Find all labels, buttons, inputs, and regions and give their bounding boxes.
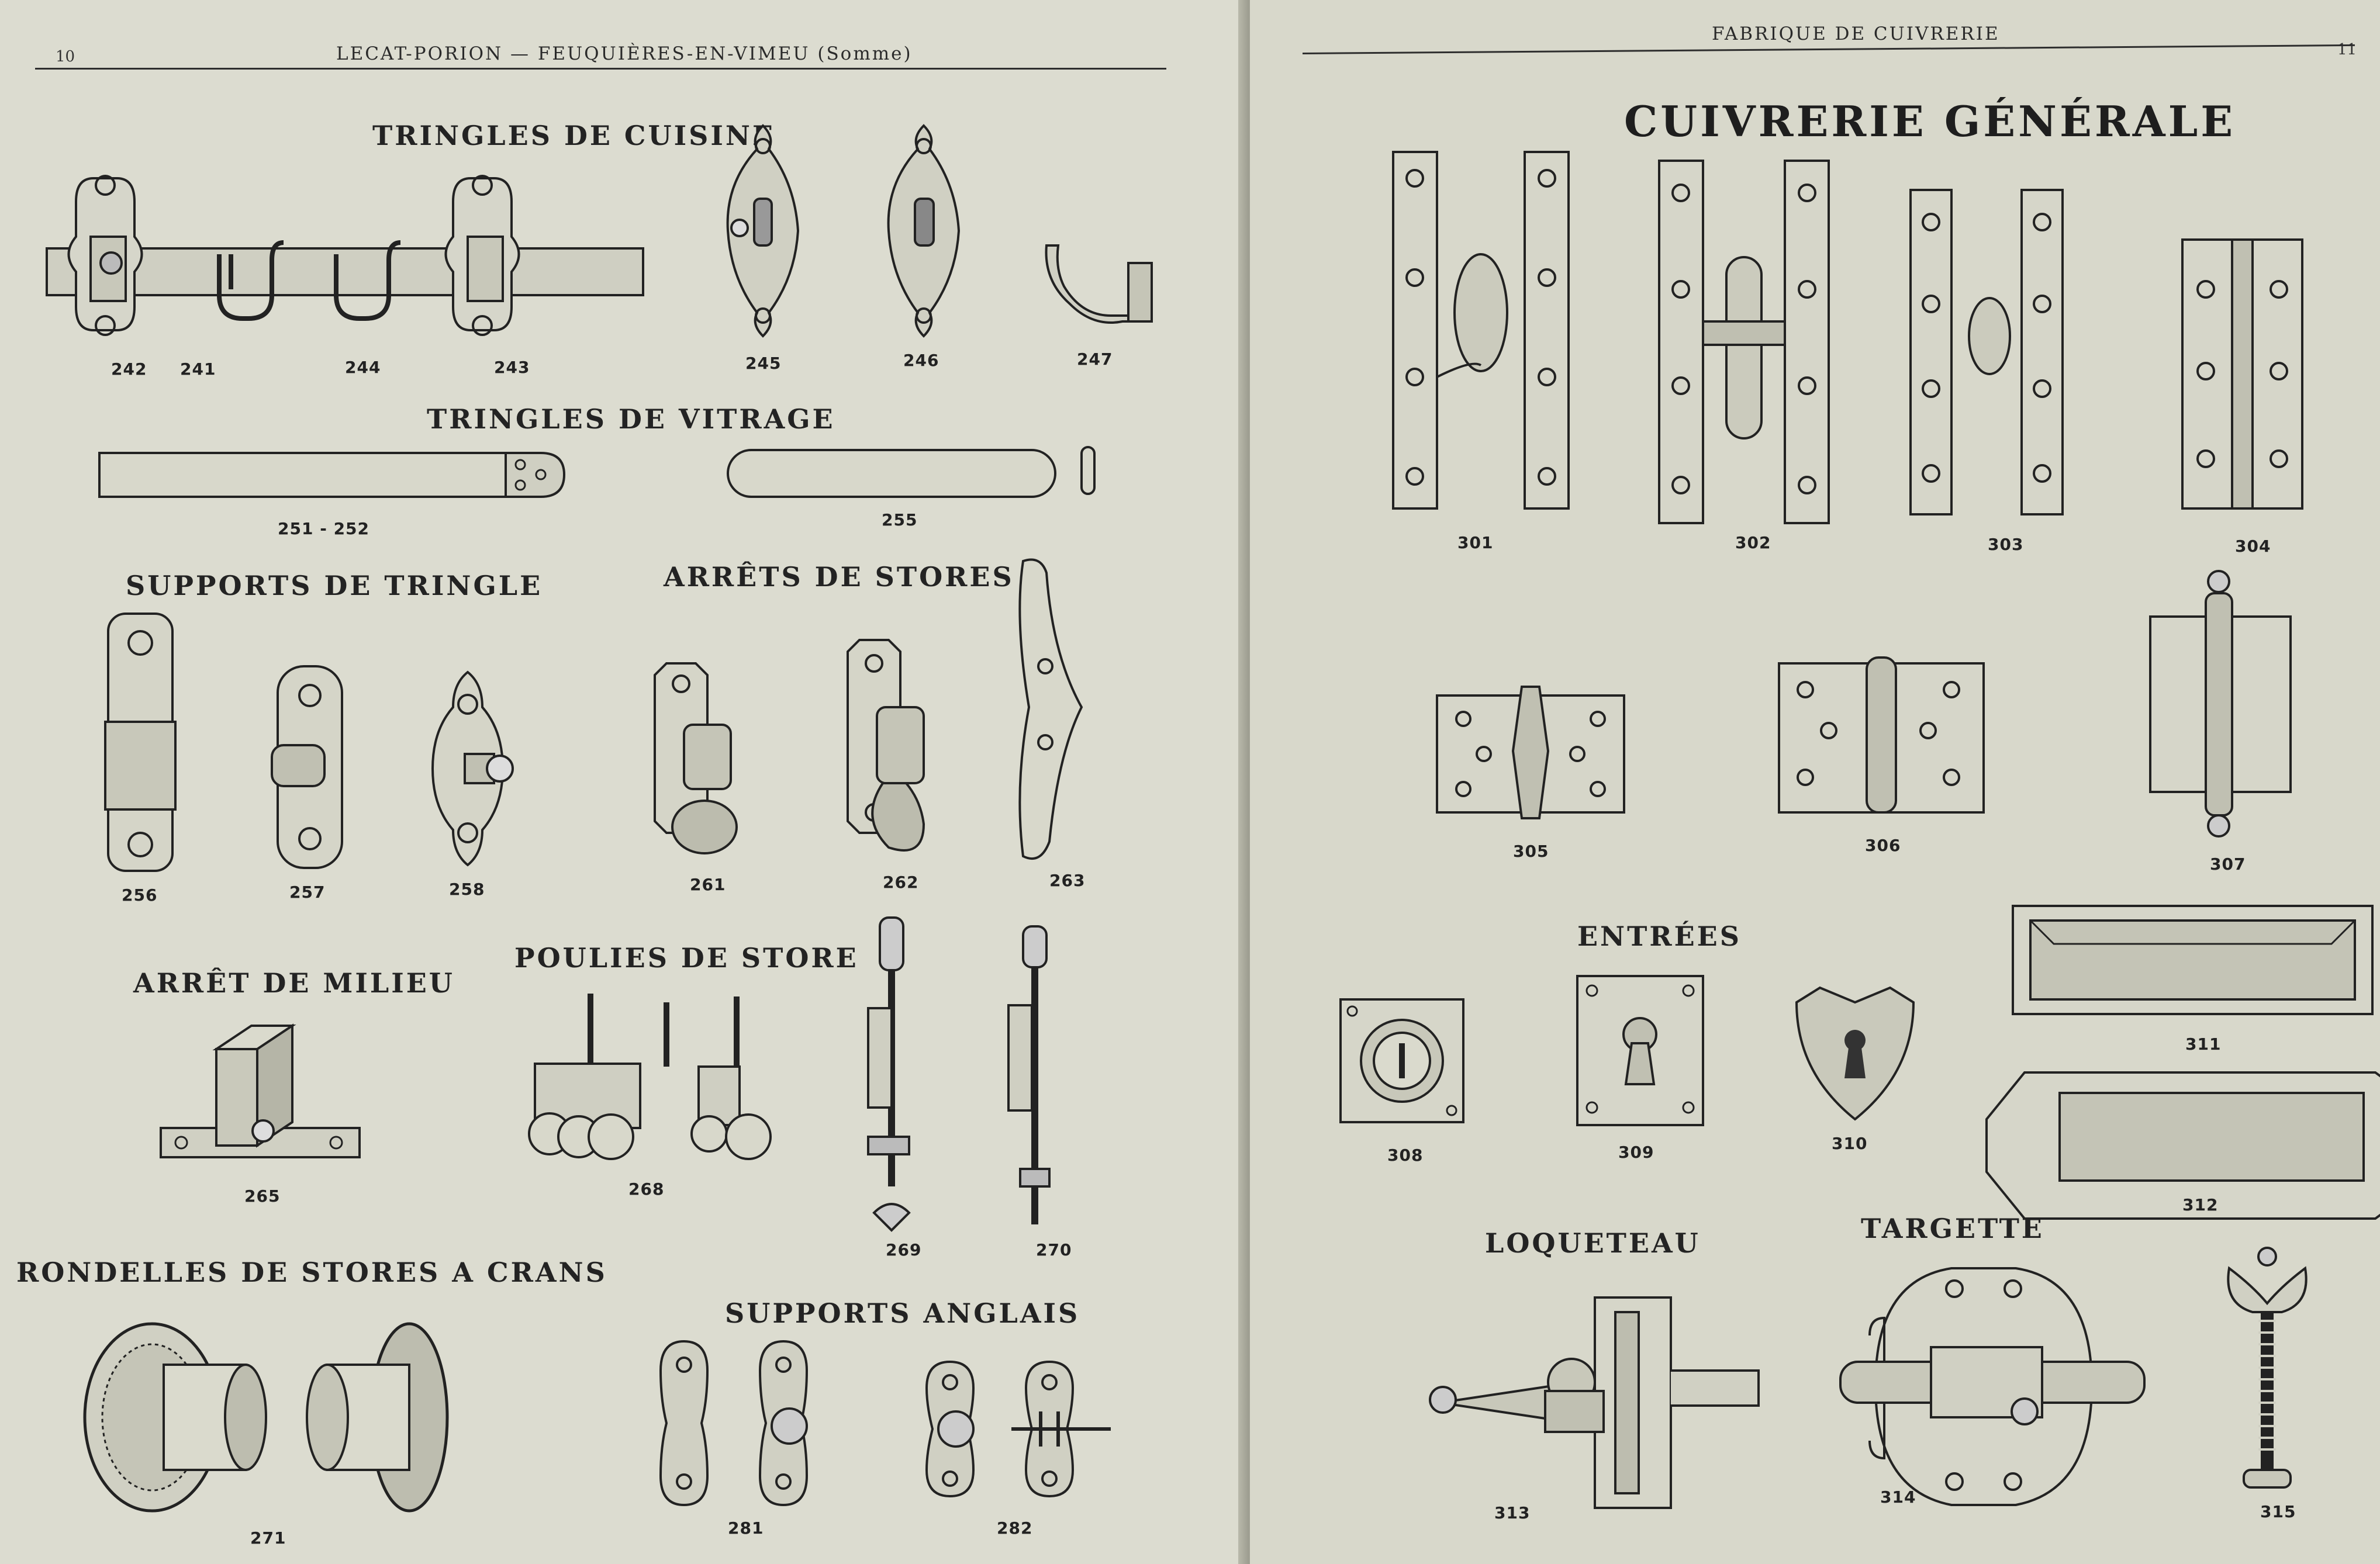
item-number-255: 255 — [882, 510, 918, 530]
item-number-307: 307 — [2210, 854, 2246, 874]
kitchen-rail-illustration — [44, 161, 649, 348]
item-282-illustration — [924, 1359, 1117, 1502]
item-269-illustration — [859, 915, 924, 1230]
section-title-rondelles: RONDELLES DE STORES A CRANS — [16, 1257, 607, 1288]
item-304-illustration — [2179, 237, 2305, 511]
item-number-310: 310 — [1832, 1134, 1868, 1153]
item-270-illustration — [1003, 923, 1067, 1230]
section-title-loqueteau: LOQUETEAU — [1485, 1227, 1701, 1259]
item-306-illustration — [1776, 655, 1987, 815]
item-number-309: 309 — [1618, 1143, 1654, 1162]
item-number-313: 313 — [1494, 1503, 1531, 1523]
item-number-261: 261 — [690, 875, 726, 894]
section-title-arrets-stores: ARRÊTS DE STORES — [664, 561, 1014, 593]
section-title-poulies-store: POULIES DE STORE — [514, 942, 859, 974]
item-255-illustration — [725, 444, 1105, 503]
item-number-281: 281 — [728, 1518, 764, 1538]
item-number-308: 308 — [1387, 1146, 1424, 1165]
item-number-303: 303 — [1988, 535, 2024, 554]
item-281-illustration — [658, 1338, 821, 1508]
left-page-header: LECAT-PORION — FEUQUIÈRES-EN-VIMEU (Somme) — [336, 43, 913, 64]
item-262-illustration — [842, 637, 941, 865]
item-257-illustration — [272, 663, 348, 871]
item-251-252-illustration — [96, 444, 570, 508]
item-number-247: 247 — [1077, 350, 1113, 369]
item-309-illustration — [1574, 973, 1706, 1128]
item-258-illustration — [430, 669, 520, 871]
item-number-306: 306 — [1865, 836, 1901, 855]
right-page-header: FABRIQUE DE CUIVRERIE — [1712, 23, 2000, 44]
item-312-illustration — [1984, 1070, 2380, 1222]
item-268-illustration — [523, 991, 780, 1166]
item-number-282: 282 — [997, 1518, 1033, 1538]
item-number-315: 315 — [2260, 1502, 2296, 1521]
item-313-illustration — [1428, 1295, 1770, 1511]
item-number-245: 245 — [745, 354, 782, 373]
section-title-entrees: ENTRÉES — [1577, 921, 1742, 952]
item-number-263: 263 — [1049, 871, 1086, 890]
item-265-illustration — [155, 1020, 368, 1172]
item-261-illustration — [649, 660, 748, 859]
section-title-tringles-cuisine: TRINGLES DE CUISINE — [372, 120, 776, 151]
item-302-illustration — [1653, 158, 1835, 526]
item-number-258: 258 — [449, 880, 485, 899]
item-number-246: 246 — [903, 351, 939, 370]
item-308-illustration — [1338, 996, 1466, 1125]
item-number-257: 257 — [289, 883, 326, 902]
item-245-illustration — [722, 123, 804, 342]
item-number-311: 311 — [2185, 1034, 2222, 1054]
item-246-illustration — [883, 123, 965, 342]
section-title-supports-anglais: SUPPORTS ANGLAIS — [725, 1297, 1080, 1329]
item-263-illustration — [1011, 555, 1090, 862]
section-title-targette: TARGETTE — [1861, 1213, 2044, 1244]
left-header-rule — [35, 68, 1166, 70]
item-number-242: 242 — [111, 359, 147, 379]
item-number-265: 265 — [244, 1186, 281, 1206]
item-315-illustration — [2217, 1245, 2317, 1493]
page-title: CUIVRERIE GÉNÉRALE — [1624, 96, 2236, 146]
item-number-305: 305 — [1513, 842, 1549, 861]
item-307-illustration — [2147, 570, 2293, 839]
right-catalog-page — [1250, 0, 2380, 1564]
section-title-tringles-vitrage: TRINGLES DE VITRAGE — [427, 403, 835, 435]
item-271-illustration — [82, 1321, 456, 1514]
item-301-illustration — [1390, 149, 1571, 511]
item-number-269: 269 — [886, 1240, 922, 1259]
item-303-illustration — [1908, 187, 2065, 517]
item-310-illustration — [1794, 985, 1916, 1122]
section-title-arret-milieu: ARRÊT DE MILIEU — [133, 967, 455, 999]
item-number-241: 241 — [180, 359, 216, 379]
item-311-illustration — [2010, 903, 2380, 1020]
item-number-271: 271 — [250, 1528, 286, 1548]
item-number-256: 256 — [122, 885, 158, 905]
item-number-262: 262 — [883, 873, 919, 892]
item-number-301: 301 — [1457, 533, 1494, 552]
section-title-supports-tringle: SUPPORTS DE TRINGLE — [126, 570, 543, 601]
item-number-243: 243 — [494, 358, 530, 377]
right-header-rule — [1303, 44, 2355, 54]
item-number-251-252: 251 - 252 — [278, 519, 370, 538]
item-305-illustration — [1434, 684, 1627, 824]
item-number-244: 244 — [345, 358, 381, 377]
item-247-illustration — [1038, 240, 1160, 345]
item-number-270: 270 — [1036, 1240, 1072, 1259]
item-256-illustration — [102, 611, 178, 874]
item-number-312: 312 — [2182, 1195, 2219, 1214]
item-number-314: 314 — [1880, 1487, 1916, 1507]
left-page-number: 10 — [56, 48, 75, 65]
item-number-302: 302 — [1735, 533, 1771, 552]
item-314-illustration — [1837, 1265, 2147, 1508]
item-number-268: 268 — [628, 1179, 665, 1199]
item-number-304: 304 — [2235, 537, 2271, 556]
right-page-number: 11 — [2337, 41, 2357, 58]
